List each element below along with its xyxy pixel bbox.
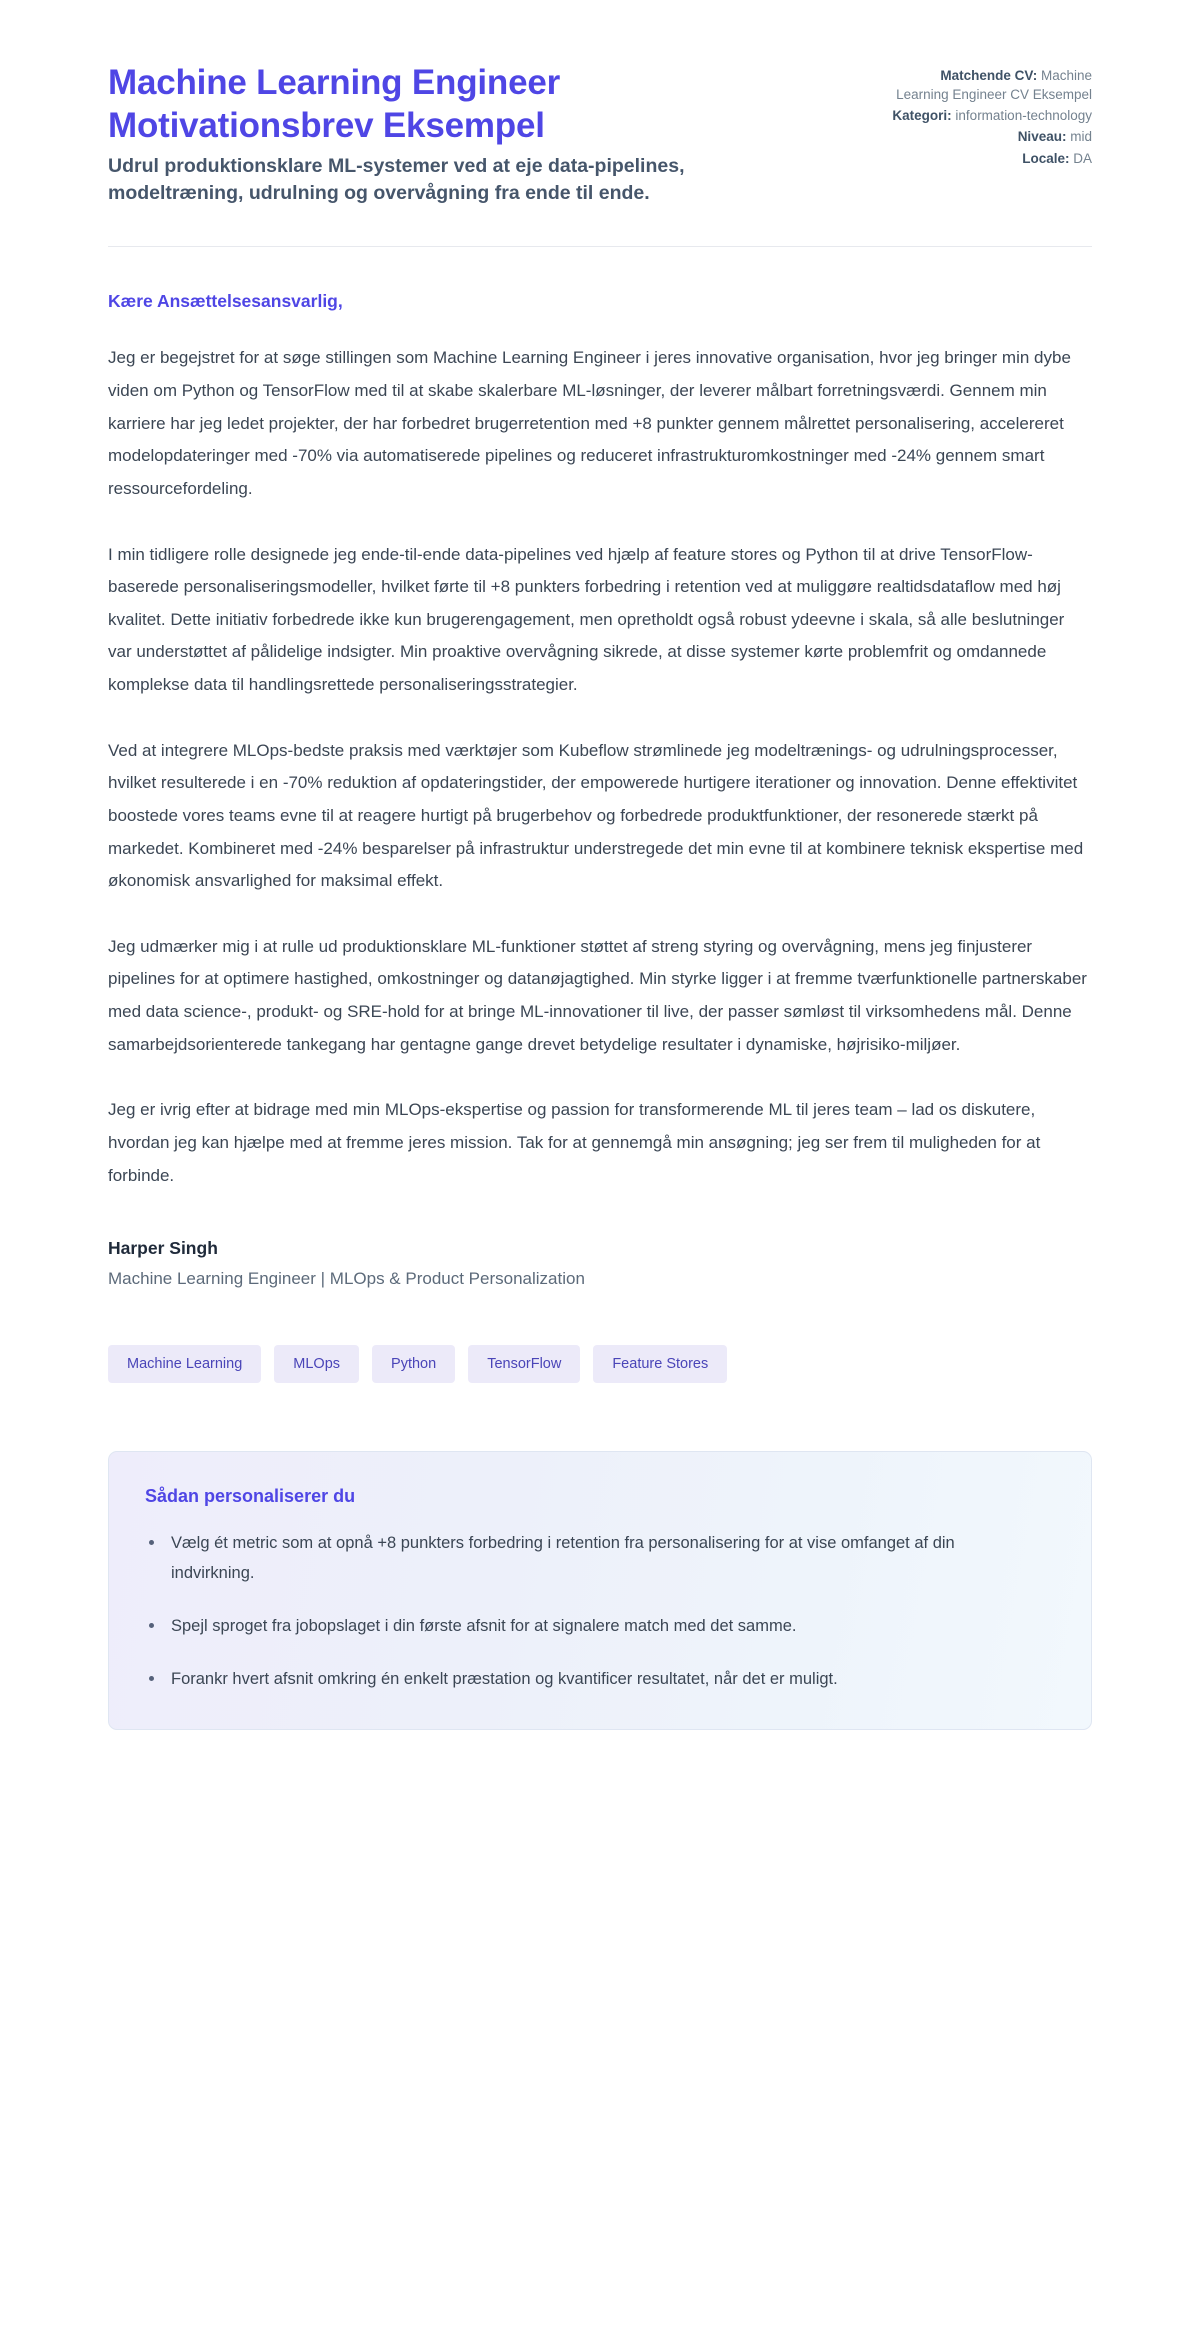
skill-tag-list bbox=[108, 1345, 1092, 1383]
bullet-icon bbox=[149, 1623, 154, 1628]
letter-paragraph: I min tidligere rolle designede jeg ende-til-ende data-pipelines ved hjælp af feature stores og Python til at drive TensorFlow-baserede personaliseringsmodeller, hvilket førte til +8 punkters forbedring i retention ved at muliggøre realtidsdataflow med høj kvalitet. Dette initiativ forbedrede ikke kun brugerengagement, men opretholdt også robust ydeevne i skala, så alle beslutninger var understøttet af pålidelige indsigter. Min proaktive overvågning sikrede, at disse systemer kørte problemfrit og omdannede komplekse data til handlingsrettede personaliseringsstrategier. bbox=[108, 544, 1065, 695]
page-title: Machine Learning Engineer Motivationsbrev Eksempel bbox=[108, 63, 561, 145]
personalization-tips-callout bbox=[108, 1451, 1092, 1729]
meta-level bbox=[892, 127, 1092, 146]
tips-title: Sådan personaliserer du bbox=[145, 1486, 356, 1507]
meta-locale-value: DA bbox=[1073, 150, 1092, 166]
meta-level-label: Niveau: bbox=[1017, 129, 1067, 145]
bullet-icon bbox=[149, 1676, 154, 1681]
letter-paragraph: Jeg er ivrig efter at bidrage med min MLOps-ekspertise og passion for transformerende ML til jeres team – lad os diskutere, hvordan jeg kan hjælpe med at fremme jeres mission. Tak for at gennemgå min ansøgning; jeg ser frem til muligheden for at forbinde. bbox=[108, 1100, 1041, 1185]
skill-tag[interactable]: Python bbox=[372, 1345, 455, 1383]
skill-tag[interactable]: MLOps bbox=[274, 1345, 359, 1383]
meta-category-value: information-technology bbox=[955, 108, 1092, 124]
tips-list-item bbox=[145, 1529, 1025, 1588]
signature-block bbox=[108, 1238, 1092, 1289]
meta-category-label: Kategori: bbox=[892, 108, 952, 124]
letter-paragraph: Jeg er begejstret for at søge stillingen som Machine Learning Engineer i jeres innovative organisation, hvor jeg bringer min dybe viden om Python og TensorFlow med til at skabe skalerbare ML-løsninger, der leverer målbart forretningsværdi. Gennem min karriere har jeg ledet projekter, der har forbedret brugerretention med +8 punkter gennem målrettet personalisering, accelereret modelopdateringer med -70% via automatiserede pipelines og reduceret infrastrukturomkostninger med -24% gennem smart ressourcefordeling. bbox=[108, 348, 1071, 498]
document-metadata bbox=[892, 62, 1092, 170]
letter-paragraphs bbox=[108, 342, 1092, 1192]
tips-list-item bbox=[145, 1612, 1025, 1641]
tips-list-item bbox=[145, 1665, 1025, 1694]
meta-matching-cv-label: Matchende CV: bbox=[940, 68, 1038, 83]
letter-paragraph: Jeg udmærker mig i at rulle ud produktionsklare ML-funktioner støttet af streng styring og overvågning, mens jeg finjusterer pipelines for at optimere hastighed, omkostninger og datanøjagtighed. Min styrke ligger i at fremme tværfunktionelle partnerskaber med data science-, produkt- og SRE-hold for at bringe ML-innovationer til live, der passer sømløst til virksomhedens mål. Denne samarbejdsorienterede tankegang har gentagne gange drevet betydelige resultater i dynamiske, højrisiko-miljøer. bbox=[108, 936, 1087, 1054]
signature-role: Machine Learning Engineer | MLOps & Product Personalization bbox=[108, 1269, 585, 1289]
signature-name: Harper Singh bbox=[108, 1238, 218, 1259]
letter-paragraph: Ved at integrere MLOps-bedste praksis med værktøjer som Kubeflow strømlinede jeg modeltrænings- og udrulningsprocesser, hvilket resulterede i en -70% reduktion af opdateringstider, der empowerede hurtigere iterationer og innovation. Denne effektivitet boostede vores teams evne til at reagere hurtigt på brugerbehov og forbedrede produktfunktioner, der resonerede stærkt på markedet. Kombineret med -24% besparelser på infrastruktur understregede det min evne til at kombinere teknisk ekspertise med økonomisk ansvarlighed for maksimal effekt. bbox=[108, 740, 1084, 891]
page-subtitle: Udrul produktionsklare ML-systemer ved at eje data-pipelines, modeltræning, udrulning og overvågning fra ende til ende. bbox=[108, 155, 685, 204]
skill-tag[interactable]: Machine Learning bbox=[108, 1345, 261, 1383]
skill-tag[interactable]: Feature Stores bbox=[593, 1345, 727, 1383]
meta-level-value: mid bbox=[1070, 129, 1092, 145]
meta-category bbox=[892, 106, 1092, 125]
meta-matching-cv-value: Machine Learning Engineer CV Eksempel bbox=[896, 68, 1092, 103]
document-header bbox=[108, 48, 1092, 206]
header-title-block bbox=[108, 62, 748, 206]
bullet-icon bbox=[149, 1540, 154, 1545]
tips-list-item-text: Forankr hvert afsnit omkring én enkelt præstation og kvantificer resultatet, når det er muligt. bbox=[171, 1670, 838, 1689]
tips-list-item-text: Spejl sproget fra jobopslaget i din første afsnit for at signalere match med det samme. bbox=[171, 1616, 797, 1635]
meta-locale-label: Locale: bbox=[1022, 150, 1070, 166]
skill-tag[interactable]: TensorFlow bbox=[468, 1345, 580, 1383]
meta-matching-cv bbox=[892, 66, 1092, 104]
tips-list bbox=[145, 1529, 1055, 1694]
letter-salutation: Kære Ansættelsesansvarlig, bbox=[108, 291, 343, 312]
meta-locale bbox=[892, 149, 1092, 168]
tips-list-item-text: Vælg ét metric som at opnå +8 punkters forbedring i retention fra personalisering for at vise omfanget af din indvirkning. bbox=[171, 1534, 955, 1582]
cover-letter-body bbox=[108, 247, 1092, 1729]
